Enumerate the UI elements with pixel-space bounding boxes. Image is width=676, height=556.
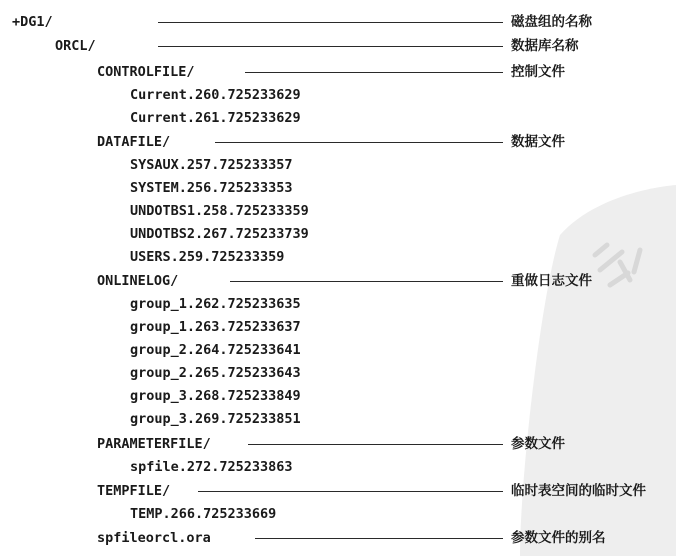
leader-line-onlinelog <box>230 281 503 282</box>
onlinelog-dir: ONLINELOG/ <box>97 273 179 289</box>
datafile-item: USERS.259.725233359 <box>130 249 285 265</box>
onlinelog-item: group_2.265.725233643 <box>130 365 301 381</box>
leader-line-spfile-alias <box>255 538 503 539</box>
leader-line-database <box>158 46 503 47</box>
label-spfile-alias: 参数文件的别名 <box>511 530 606 546</box>
onlinelog-item: group_3.269.725233851 <box>130 411 301 427</box>
spfile-alias: spfileorcl.ora <box>97 530 211 546</box>
leader-line-controlfile <box>245 72 503 73</box>
label-controlfile: 控制文件 <box>511 64 565 80</box>
label-tempfile: 临时表空间的临时文件 <box>511 483 646 499</box>
onlinelog-item: group_1.263.725233637 <box>130 319 301 335</box>
parameterfile-dir: PARAMETERFILE/ <box>97 436 211 452</box>
label-disk-group: 磁盘组的名称 <box>511 14 592 30</box>
datafile-item: SYSTEM.256.725233353 <box>130 180 293 196</box>
onlinelog-item: group_1.262.725233635 <box>130 296 301 312</box>
leader-line-parameterfile <box>248 444 503 445</box>
leader-line-datafile <box>215 142 503 143</box>
controlfile-dir: CONTROLFILE/ <box>97 64 195 80</box>
label-datafile: 数据文件 <box>511 134 565 150</box>
datafile-item: UNDOTBS2.267.725233739 <box>130 226 309 242</box>
tempfile-dir: TEMPFILE/ <box>97 483 171 499</box>
parameterfile-item: spfile.272.725233863 <box>130 459 293 475</box>
controlfile-item: Current.260.725233629 <box>130 87 301 103</box>
leader-line-tempfile <box>198 491 503 492</box>
database-dir: ORCL/ <box>55 38 96 54</box>
datafile-item: UNDOTBS1.258.725233359 <box>130 203 309 219</box>
datafile-item: SYSAUX.257.725233357 <box>130 157 293 173</box>
label-parameterfile: 参数文件 <box>511 436 565 452</box>
onlinelog-item: group_2.264.725233641 <box>130 342 301 358</box>
disk-group-root: +DG1/ <box>12 14 53 30</box>
label-onlinelog: 重做日志文件 <box>511 273 592 289</box>
onlinelog-item: group_3.268.725233849 <box>130 388 301 404</box>
label-database: 数据库名称 <box>511 38 579 54</box>
controlfile-item: Current.261.725233629 <box>130 110 301 126</box>
tempfile-item: TEMP.266.725233669 <box>130 506 277 522</box>
leader-line-disk-group <box>158 22 503 23</box>
datafile-dir: DATAFILE/ <box>97 134 171 150</box>
